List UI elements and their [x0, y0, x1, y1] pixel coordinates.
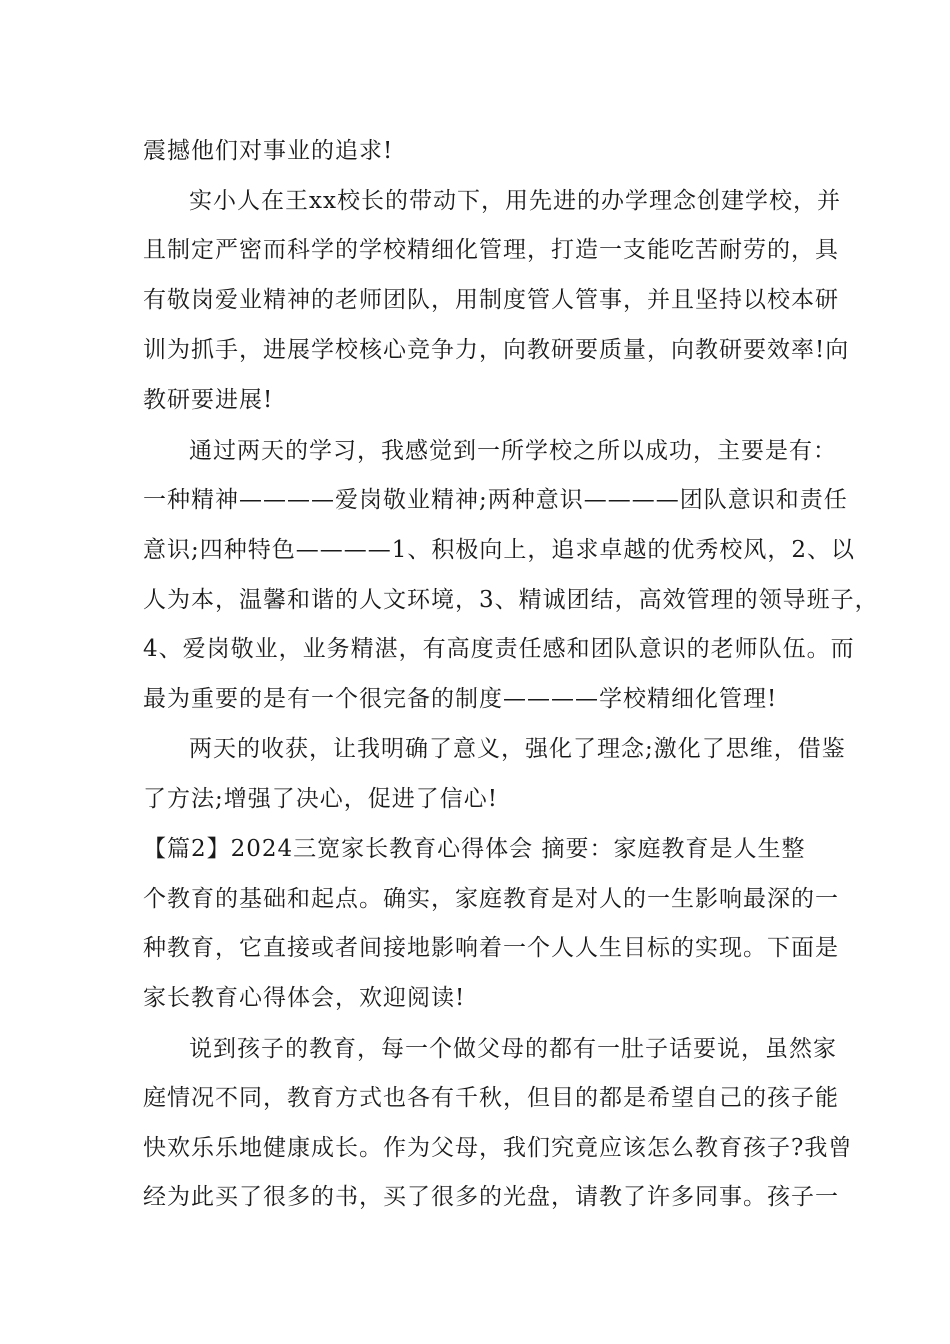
- text-line: 且制定严密而科学的学校精细化管理，打造一支能吃苦耐劳的，具: [143, 237, 839, 263]
- text-line: 庭情况不同，教育方式也各有千秋，但目的都是希望自己的孩子能: [143, 1085, 839, 1111]
- text-line: 家长教育心得体会，欢迎阅读!: [143, 985, 466, 1011]
- text-line: 有敬岗爱业精神的老师团队，用制度管人管事，并且坚持以校本研: [143, 287, 839, 313]
- text-line: 人为本，温馨和谐的人文环境，3、精诚团结，高效管理的领导班子，: [143, 587, 879, 613]
- text-line: 快欢乐乐地健康成长。作为父母，我们究竟应该怎么教育孩子?我曾: [143, 1135, 853, 1161]
- section-heading-line: 【篇2】2024三宽家长教育心得体会 摘要：家庭教育是人生整: [143, 836, 806, 862]
- text-line: 一种精神————爱岗敬业精神;两种意识————团队意识和责任: [143, 487, 848, 513]
- text-line: 教研要进展!: [143, 387, 274, 413]
- text-line: 个教育的基础和起点。确实，家庭教育是对人的一生影响最深的一: [143, 886, 839, 912]
- text-line: 意识;四种特色————1、积极向上，追求卓越的优秀校风，2、以: [143, 537, 856, 563]
- text-line: 4、爱岗敬业，业务精湛，有高度责任感和团队意识的老师队伍。而: [143, 636, 855, 662]
- paragraph-start-line: 两天的收获，让我明确了意义，强化了理念;激化了思维，借鉴: [189, 736, 846, 762]
- text-line: 训为抓手，进展学校核心竞争力，向教研要质量，向教研要效率!向: [143, 337, 850, 363]
- text-line: 了方法;增强了决心，促进了信心!: [143, 786, 498, 812]
- text-line: 最为重要的是有一个很完备的制度————学校精细化管理!: [143, 686, 778, 712]
- text-line: 种教育，它直接或者间接地影响着一个人人生目标的实现。下面是: [143, 935, 839, 961]
- paragraph-start-line: 实小人在王xx校长的带动下，用先进的办学理念创建学校，并: [189, 188, 841, 214]
- text-line: 震撼他们对事业的追求!: [143, 138, 394, 164]
- paragraph-start-line: 通过两天的学习，我感觉到一所学校之所以成功，主要是有：: [189, 438, 837, 464]
- paragraph-start-line: 说到孩子的教育，每一个做父母的都有一肚子话要说，虽然家: [189, 1036, 837, 1062]
- text-line: 经为此买了很多的书，买了很多的光盘，请教了许多同事。孩子一: [143, 1184, 839, 1210]
